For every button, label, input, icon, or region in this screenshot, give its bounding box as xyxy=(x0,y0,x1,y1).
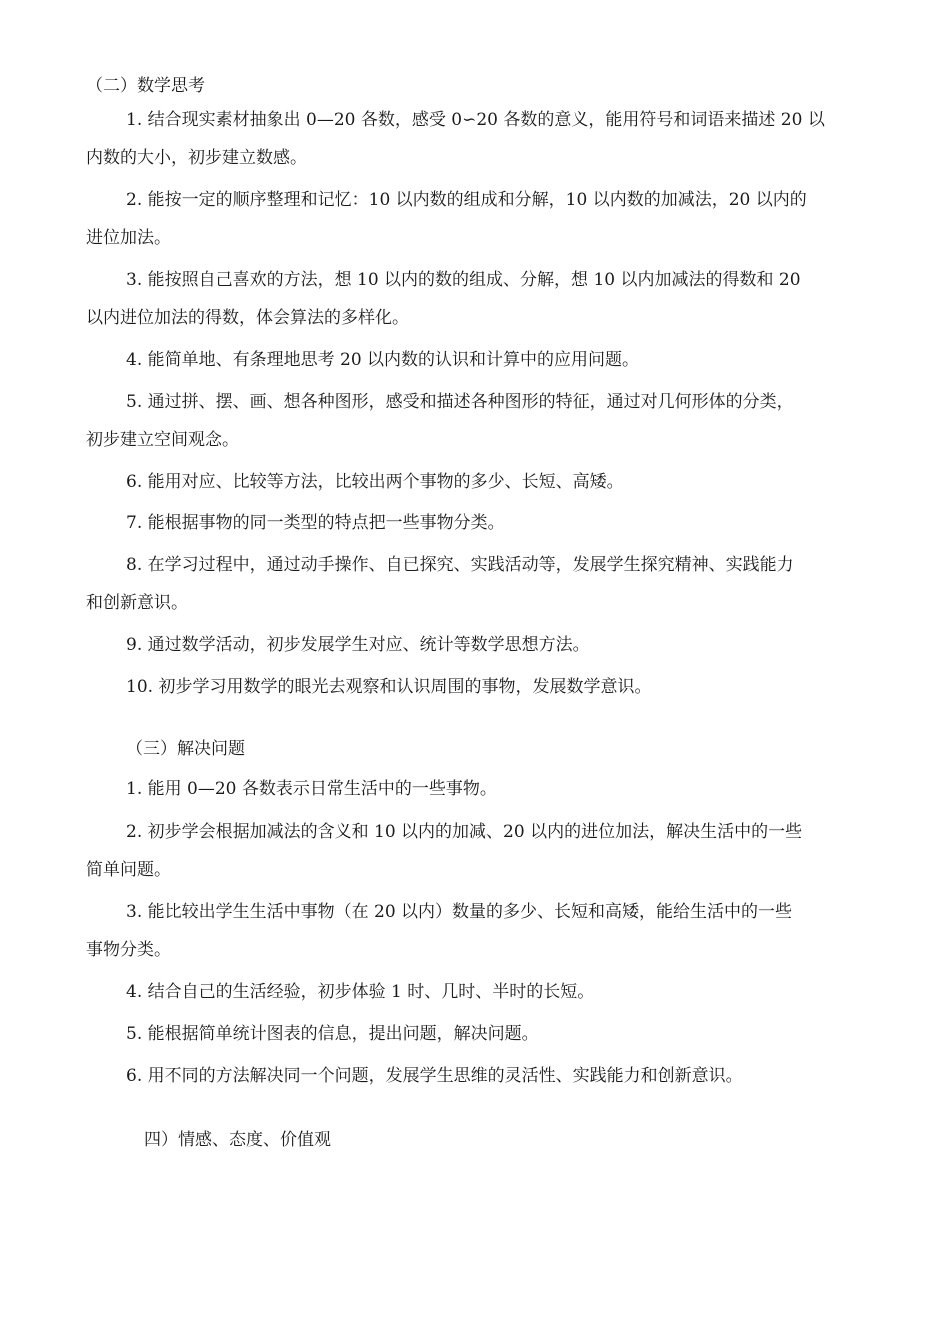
item-text: 1. 结合现实素材抽象出 0—20 各数，感受 0∽20 各数的意义，能用符号和词语来描述 20 以 xyxy=(126,110,825,130)
item-text: 8. 在学习过程中，通过动手操作、自已探究、实践活动等，发展学生探究精神、实践能力 xyxy=(126,555,794,575)
item-text: 3. 能按照自己喜欢的方法，想 10 以内的数的组成、分解，想 10 以内加减法的得数和 20 xyxy=(126,270,801,290)
item-text-continued: 内数的大小，初步建立数感。 xyxy=(86,148,307,168)
item-text: 10. 初步学习用数学的眼光去观察和认识周围的事物，发展数学意识。 xyxy=(126,677,652,697)
item-text-continued: 初步建立空间观念。 xyxy=(86,430,239,450)
list-item xyxy=(86,1066,880,1086)
list-item xyxy=(86,350,880,370)
item-text-continued: 事物分类。 xyxy=(86,940,171,960)
item-text: 5. 通过拼、摆、画、想各种图形，感受和描述各种图形的特征，通过对几何形体的分类， xyxy=(126,392,794,412)
item-text: 4. 结合自己的生活经验，初步体验 1 时、几时、半时的长短。 xyxy=(126,982,595,1002)
list-item xyxy=(86,472,880,492)
section-heading-problem-solving: （三）解决问题 xyxy=(126,739,245,759)
list-item xyxy=(86,677,880,697)
section-heading-attitudes-values: 四）情感、态度、价值观 xyxy=(144,1130,331,1150)
item-text: 3. 能比较出学生生活中事物（在 20 以内）数量的多少、长短和高矮，能给生活中的一些 xyxy=(126,902,793,922)
section-heading-math-thinking: （二）数学思考 xyxy=(86,76,205,96)
item-text-continued: 和创新意识。 xyxy=(86,593,188,613)
list-item xyxy=(86,513,880,533)
item-text: 4. 能简单地、有条理地思考 20 以内数的认识和计算中的应用问题。 xyxy=(126,350,640,370)
list-item xyxy=(86,270,880,328)
item-text: 1. 能用 0—20 各数表示日常生活中的一些事物。 xyxy=(126,779,497,799)
list-item xyxy=(86,392,880,450)
item-text: 2. 能按一定的顺序整理和记忆：10 以内数的组成和分解，10 以内数的加减法，20 以内的 xyxy=(126,190,807,210)
list-item xyxy=(86,635,880,655)
item-text: 2. 初步学会根据加减法的含义和 10 以内的加减、20 以内的进位加法，解决生活中的一些 xyxy=(126,822,803,842)
list-item xyxy=(86,982,880,1002)
item-text: 6. 用不同的方法解决同一个问题，发展学生思维的灵活性、实践能力和创新意识。 xyxy=(126,1066,743,1086)
item-text-continued: 进位加法。 xyxy=(86,228,171,248)
list-item xyxy=(86,555,880,613)
item-text: 7. 能根据事物的同一类型的特点把一些事物分类。 xyxy=(126,513,505,533)
list-item xyxy=(86,779,880,799)
item-text: 9. 通过数学活动，初步发展学生对应、统计等数学思想方法。 xyxy=(126,635,590,655)
list-item xyxy=(86,110,880,168)
item-text: 5. 能根据简单统计图表的信息，提出问题，解决问题。 xyxy=(126,1024,539,1044)
list-item xyxy=(86,190,880,248)
list-item xyxy=(86,902,880,960)
item-text-continued: 以内进位加法的得数，体会算法的多样化。 xyxy=(86,308,409,328)
list-item xyxy=(86,1024,880,1044)
item-text-continued: 简单问题。 xyxy=(86,860,171,880)
list-item xyxy=(86,822,880,880)
item-text: 6. 能用对应、比较等方法，比较出两个事物的多少、长短、高矮。 xyxy=(126,472,624,492)
